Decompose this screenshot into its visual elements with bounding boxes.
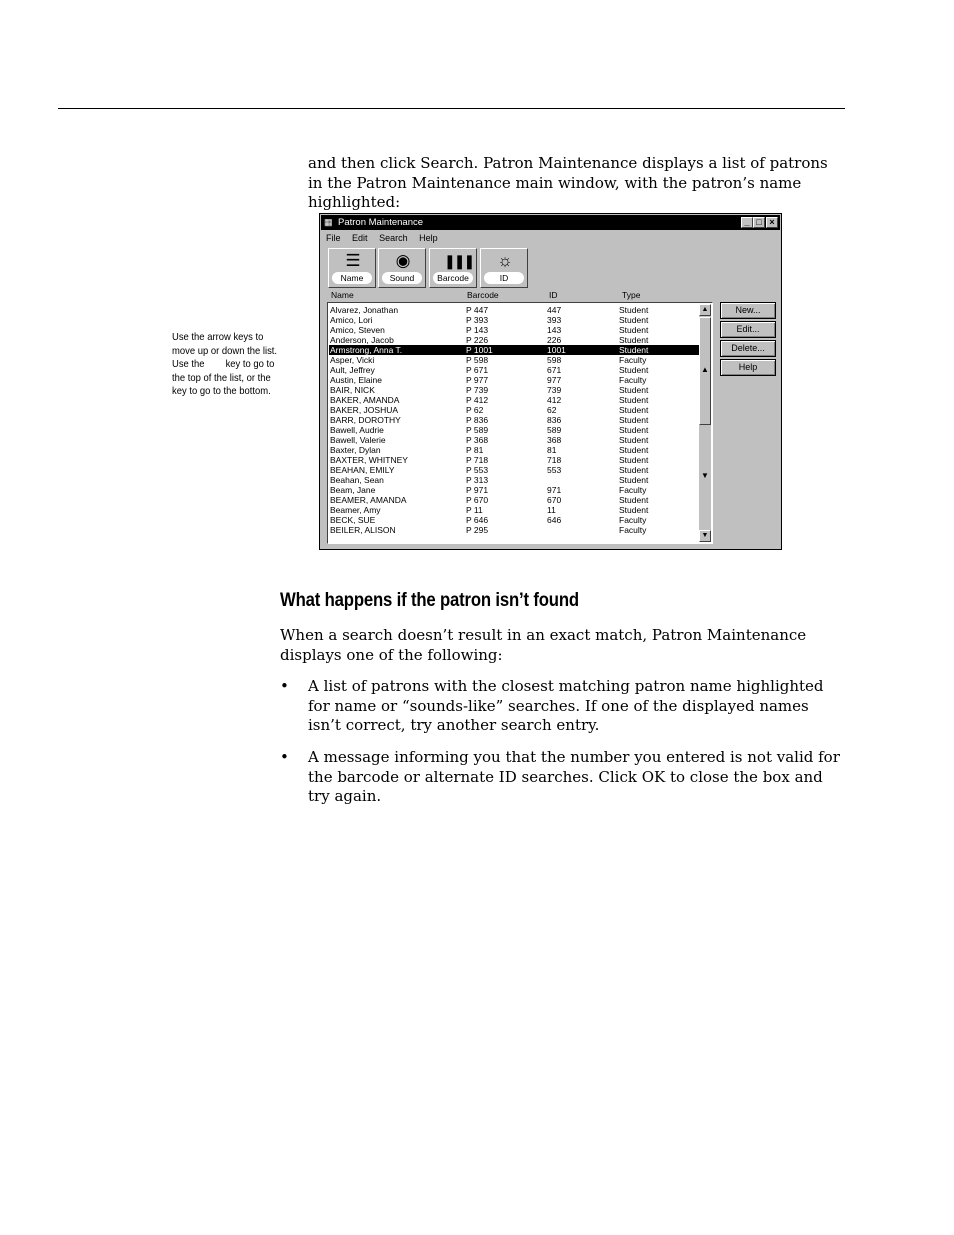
bullet-dot-icon: • xyxy=(280,748,289,766)
cell-name: Amico, Steven xyxy=(330,325,385,335)
cell-type: Student xyxy=(619,365,649,375)
table-row[interactable] xyxy=(329,345,699,355)
intro-paragraph: and then click Search. Patron Maintenance displays a list of patrons in the Patron Maintenance main window, with the patron’s name highlighted: xyxy=(308,154,828,211)
sound-icon: ◉ xyxy=(395,251,411,270)
cell-name: BEAHAN, EMILY xyxy=(330,465,395,475)
cell-type: Student xyxy=(619,315,649,325)
table-row[interactable] xyxy=(329,495,699,505)
cell-name: Asper, Vicki xyxy=(330,355,375,365)
cell-id: 226 xyxy=(547,335,562,345)
table-row[interactable] xyxy=(329,435,699,445)
menu-bar xyxy=(326,232,447,245)
cell-id: 1001 xyxy=(547,345,566,355)
cell-barcode: P 836 xyxy=(466,415,489,425)
table-row[interactable] xyxy=(329,505,699,515)
cell-barcode: P 718 xyxy=(466,455,489,465)
menu-help[interactable]: Help xyxy=(419,233,438,243)
cell-id: 81 xyxy=(547,445,557,455)
cell-type: Student xyxy=(619,325,649,335)
cell-name: Bawell, Valerie xyxy=(330,435,386,445)
header-rule xyxy=(58,108,845,109)
table-row[interactable] xyxy=(329,445,699,455)
cell-name: Amico, Lori xyxy=(330,315,373,325)
cell-type: Student xyxy=(619,465,649,475)
table-row[interactable] xyxy=(329,515,699,525)
cell-barcode: P 646 xyxy=(466,515,489,525)
table-row[interactable] xyxy=(329,385,699,395)
cell-id: 368 xyxy=(547,435,562,445)
cell-type: Student xyxy=(619,385,649,395)
cell-id: 646 xyxy=(547,515,562,525)
cell-type: Student xyxy=(619,305,649,315)
title-bar[interactable] xyxy=(321,215,780,230)
cell-name: BAIR, NICK xyxy=(330,385,375,395)
close-button[interactable]: × xyxy=(766,217,778,228)
delete-button[interactable]: Delete... xyxy=(720,340,776,357)
table-row[interactable] xyxy=(329,475,699,485)
cell-name: Alvarez, Jonathan xyxy=(330,305,399,315)
cell-id: 718 xyxy=(547,455,562,465)
id-search-button[interactable]: ☼ ID xyxy=(480,248,528,288)
cell-id: 671 xyxy=(547,365,562,375)
cell-barcode: P 81 xyxy=(466,445,484,455)
cell-name: Ault, Jeffrey xyxy=(330,365,375,375)
minimize-button[interactable]: _ xyxy=(741,217,753,228)
cell-barcode: P 412 xyxy=(466,395,489,405)
cell-type: Faculty xyxy=(619,485,647,495)
cell-name: Anderson, Jacob xyxy=(330,335,394,345)
cell-barcode: P 971 xyxy=(466,485,489,495)
cell-barcode: P 671 xyxy=(466,365,489,375)
cell-type: Student xyxy=(619,395,649,405)
cell-barcode: P 368 xyxy=(466,435,489,445)
cell-barcode: P 447 xyxy=(466,305,489,315)
vertical-scrollbar[interactable] xyxy=(699,304,711,542)
cell-id: 598 xyxy=(547,355,562,365)
column-header-name[interactable]: Name xyxy=(331,290,354,300)
cell-barcode: P 553 xyxy=(466,465,489,475)
new-button[interactable]: New... xyxy=(720,302,776,319)
page-down-marker-icon: ▼ xyxy=(701,471,709,480)
bullet-text: A message informing you that the number you entered is not valid for the barcode or alternate ID searches. Click OK to close the box and try again. xyxy=(308,748,840,805)
cell-name: BEAMER, AMANDA xyxy=(330,495,407,505)
column-header-type[interactable]: Type xyxy=(622,290,641,300)
scroll-up-arrow-icon[interactable]: ▲ xyxy=(699,304,711,316)
bullet-text: A list of patrons with the closest matching patron name highlighted for name or “sounds-like” searches. If one of the displayed names isn’t correct, try another search entry. xyxy=(308,677,824,734)
table-row[interactable] xyxy=(329,415,699,425)
cell-barcode: P 226 xyxy=(466,335,489,345)
cell-id: 447 xyxy=(547,305,562,315)
cell-name: BAKER, AMANDA xyxy=(330,395,400,405)
cell-type: Student xyxy=(619,495,649,505)
cell-type: Student xyxy=(619,505,649,515)
cell-name: BECK, SUE xyxy=(330,515,376,525)
table-row[interactable] xyxy=(329,305,699,315)
cell-name: Armstrong, Anna T. xyxy=(330,345,403,355)
cell-barcode: P 295 xyxy=(466,525,489,535)
scroll-down-arrow-icon[interactable]: ▼ xyxy=(699,530,711,542)
table-row[interactable] xyxy=(329,315,699,325)
cell-type: Faculty xyxy=(619,375,647,385)
cell-id: 670 xyxy=(547,495,562,505)
cell-barcode: P 313 xyxy=(466,475,489,485)
table-row[interactable] xyxy=(329,335,699,345)
cell-type: Student xyxy=(619,405,649,415)
cell-id: 836 xyxy=(547,415,562,425)
table-row[interactable] xyxy=(329,485,699,495)
cell-type: Student xyxy=(619,455,649,465)
cell-name: BAKER, JOSHUA xyxy=(330,405,399,415)
cell-barcode: P 670 xyxy=(466,495,489,505)
cell-type: Student xyxy=(619,475,649,485)
table-row[interactable] xyxy=(329,405,699,415)
menu-edit[interactable]: Edit xyxy=(352,233,368,243)
name-icon: ☰ xyxy=(345,251,361,270)
cell-id: 739 xyxy=(547,385,562,395)
cell-barcode: P 598 xyxy=(466,355,489,365)
menu-file[interactable]: File xyxy=(326,233,341,243)
cell-barcode: P 977 xyxy=(466,375,489,385)
bullet-dot-icon: • xyxy=(280,677,289,695)
cell-name: Austin, Elaine xyxy=(330,375,382,385)
cell-barcode: P 1001 xyxy=(466,345,493,355)
cell-id: 393 xyxy=(547,315,562,325)
cell-type: Faculty xyxy=(619,525,647,535)
cell-type: Student xyxy=(619,435,649,445)
edit-button[interactable]: Edit... xyxy=(720,321,776,338)
cell-name: Baxter, Dylan xyxy=(330,445,381,455)
barcode-search-button[interactable]: ❚❚❚ Barcode xyxy=(429,248,477,288)
cell-id: 11 xyxy=(547,505,556,515)
cell-barcode: P 62 xyxy=(466,405,484,415)
table-row[interactable] xyxy=(329,375,699,385)
margin-note: Use the arrow keys to move up or down the list. Use the key to go to the top of the list, or the key to go to the bottom. xyxy=(172,331,292,397)
cell-name: Bawell, Audrie xyxy=(330,425,384,435)
cell-name: BAXTER, WHITNEY xyxy=(330,455,408,465)
cell-type: Student xyxy=(619,345,649,355)
app-icon: ▦ xyxy=(324,217,333,227)
cell-barcode: P 11 xyxy=(466,505,483,515)
menu-search[interactable]: Search xyxy=(379,233,408,243)
cell-type: Student xyxy=(619,445,649,455)
cell-type: Student xyxy=(619,335,649,345)
name-search-button[interactable]: ☰ Name xyxy=(328,248,376,288)
section-heading: What happens if the patron isn’t found xyxy=(280,590,579,611)
column-header-barcode[interactable]: Barcode xyxy=(467,290,499,300)
sound-search-button[interactable]: ◉ Sound xyxy=(378,248,426,288)
table-row[interactable] xyxy=(329,395,699,405)
cell-type: Faculty xyxy=(619,515,647,525)
cell-barcode: P 589 xyxy=(466,425,489,435)
cell-type: Student xyxy=(619,425,649,435)
table-row[interactable] xyxy=(329,525,699,535)
help-button[interactable]: Help xyxy=(720,359,776,376)
window-title: Patron Maintenance xyxy=(338,217,424,228)
cell-type: Student xyxy=(619,415,649,425)
cell-id: 143 xyxy=(547,325,562,335)
column-header-id[interactable]: ID xyxy=(549,290,558,300)
id-icon: ☼ xyxy=(497,251,513,270)
cell-id: 412 xyxy=(547,395,562,405)
cell-name: Beamer, Amy xyxy=(330,505,381,515)
cell-name: Beam, Jane xyxy=(330,485,376,495)
cell-name: BARR, DOROTHY xyxy=(330,415,401,425)
cell-barcode: P 143 xyxy=(466,325,489,335)
table-row[interactable] xyxy=(329,455,699,465)
table-row[interactable] xyxy=(329,425,699,435)
cell-barcode: P 739 xyxy=(466,385,489,395)
cell-id: 553 xyxy=(547,465,562,475)
cell-type: Faculty xyxy=(619,355,647,365)
barcode-icon: ❚❚❚ xyxy=(444,253,474,269)
table-row[interactable] xyxy=(329,465,699,475)
cell-id: 971 xyxy=(547,485,562,495)
cell-barcode: P 393 xyxy=(466,315,489,325)
table-row[interactable] xyxy=(329,325,699,335)
cell-id: 589 xyxy=(547,425,562,435)
page-up-marker-icon: ▲ xyxy=(701,365,709,374)
patron-list[interactable] xyxy=(327,302,713,544)
cell-name: BEILER, ALISON xyxy=(330,525,396,535)
cell-id: 62 xyxy=(547,405,557,415)
cell-name: Beahan, Sean xyxy=(330,475,384,485)
patron-maintenance-window xyxy=(319,213,782,550)
table-row[interactable] xyxy=(329,355,699,365)
table-row[interactable] xyxy=(329,365,699,375)
body-paragraph: When a search doesn’t result in an exact match, Patron Maintenance displays one of the following: xyxy=(280,626,807,664)
maximize-button[interactable]: □ xyxy=(753,217,765,228)
cell-id: 977 xyxy=(547,375,562,385)
